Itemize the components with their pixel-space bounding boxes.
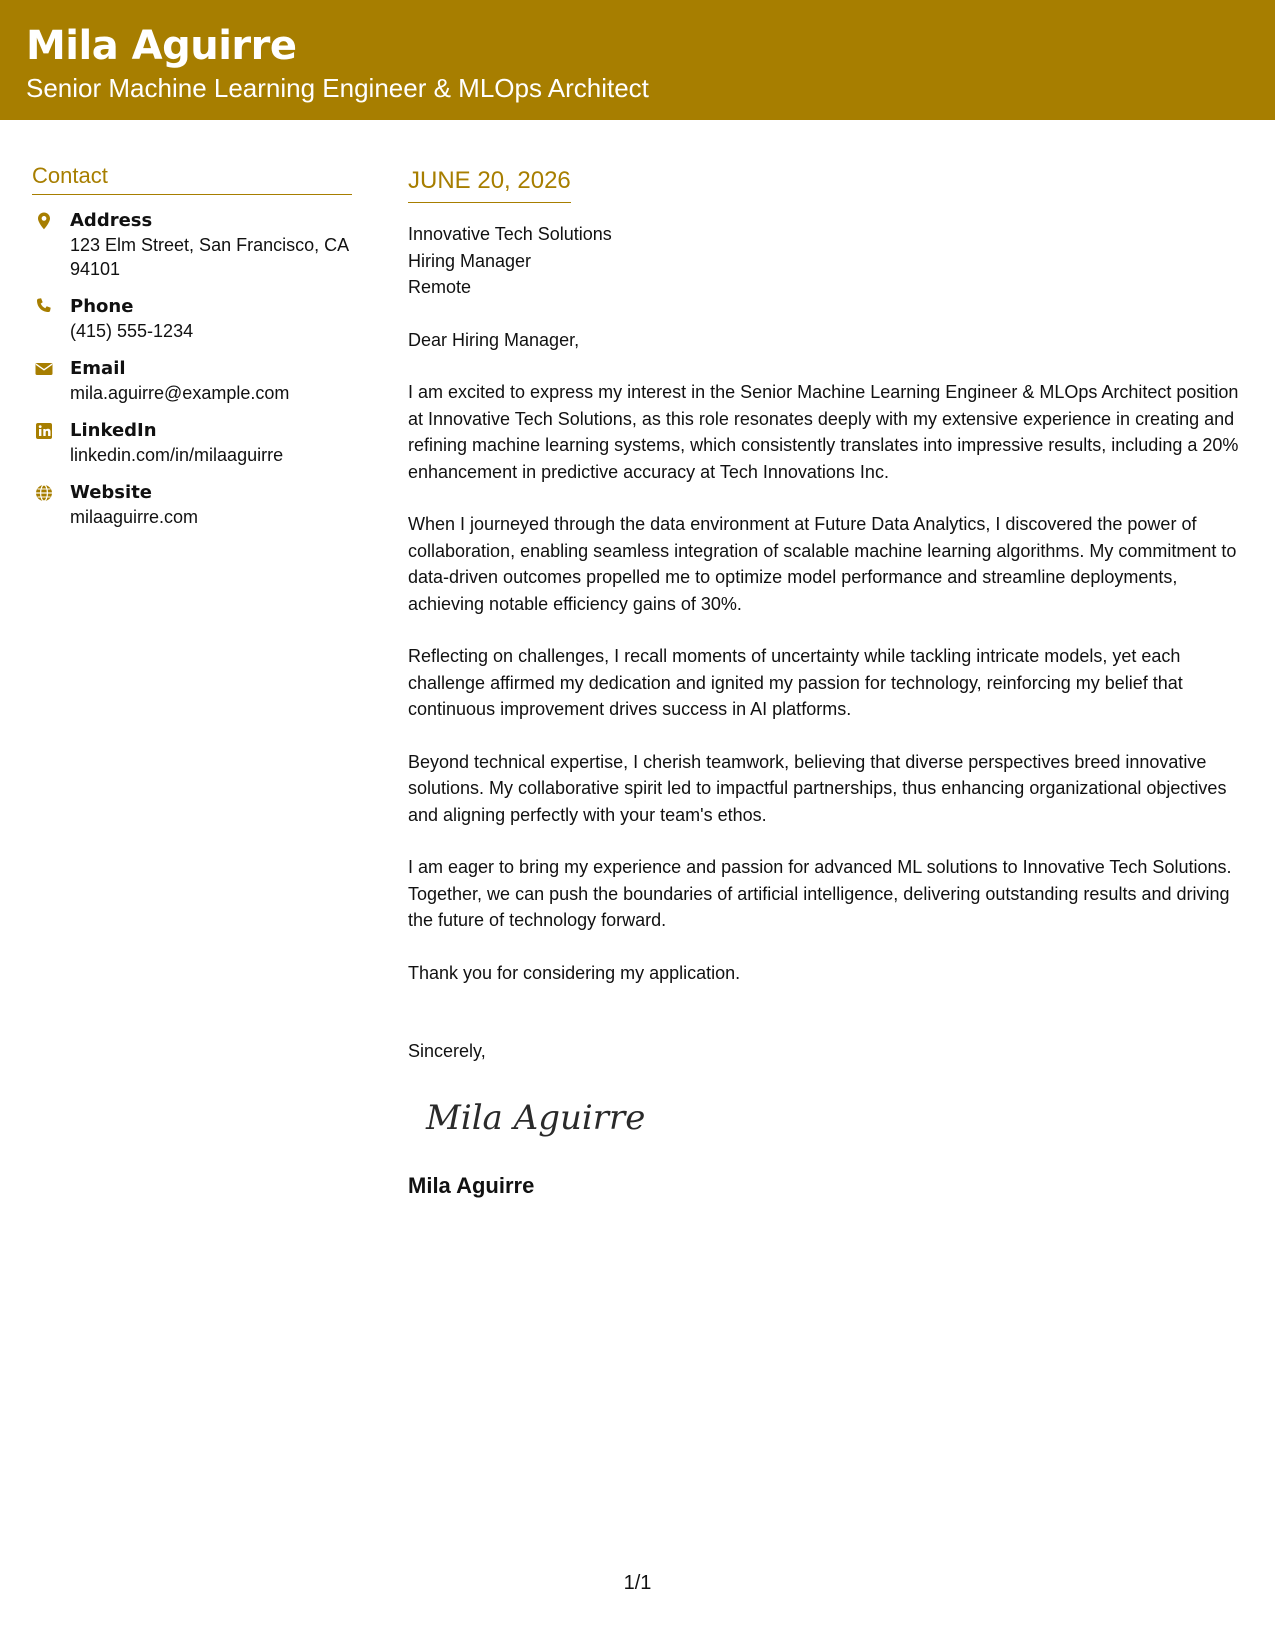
contact-item-linkedin <box>32 419 352 467</box>
signature-text: Mila Aguirre <box>426 1097 646 1138</box>
signed-name: Mila Aguirre <box>408 1172 535 1198</box>
handwritten-signature <box>422 1089 662 1145</box>
linkedin-value: linkedin.com/in/milaaguirre <box>70 445 284 465</box>
letter-paragraph: Beyond technical expertise, I cherish teamwork, believing that diverse perspectives breed innovative solutions. My collaborative spirit led to impactful partnerships, thus enhancing organizational objectives and aligning perfectly with your team's ethos. <box>408 751 1227 825</box>
recipient-location: Remote <box>408 277 472 297</box>
page-number: 1/1 <box>623 1572 652 1594</box>
closing: Sincerely, <box>408 1041 486 1061</box>
globe-icon <box>34 483 54 503</box>
contact-item-address <box>32 209 352 281</box>
contact-section-title: Contact <box>32 162 352 195</box>
contact-item-phone <box>32 295 352 343</box>
map-pin-icon <box>34 211 54 231</box>
header-banner <box>0 0 1275 120</box>
phone-value: (415) 555-1234 <box>70 321 194 341</box>
letter-body <box>408 166 1243 1200</box>
letter-paragraph: When I journeyed through the data environment at Future Data Analytics, I discovered the power of collaboration, enabling seamless integration of scalable machine learning algorithms. My commitment to data-driven outcomes propelled me to optimize model performance and streamline deployments, achieving notable efficiency gains of 30%. <box>408 514 1237 614</box>
contact-item-email <box>32 357 352 405</box>
contact-label: LinkedIn <box>70 420 157 441</box>
salutation: Dear Hiring Manager, <box>408 329 580 350</box>
phone-icon <box>34 297 54 317</box>
letter-date: JUNE 20, 2026 <box>408 166 571 203</box>
website-value: milaaguirre.com <box>70 507 199 527</box>
contact-label: Website <box>70 482 153 503</box>
envelope-icon <box>34 359 54 379</box>
contact-sidebar <box>32 162 352 543</box>
applicant-role: Senior Machine Learning Engineer & MLOps Architect <box>26 73 649 103</box>
letter-paragraph: Thank you for considering my application. <box>408 962 741 983</box>
contact-label: Address <box>70 210 153 231</box>
contact-label: Email <box>70 358 126 379</box>
applicant-name: Mila Aguirre <box>26 23 297 69</box>
linkedin-icon <box>34 421 54 441</box>
contact-item-website <box>32 481 352 529</box>
letter-paragraph: Reflecting on challenges, I recall moments of uncertainty while tackling intricate models, yet each challenge affirmed my dedication and ignited my passion for technology, reinforcing my belief that continuous improvement drives success in AI platforms. <box>408 646 1183 719</box>
recipient-company: Innovative Tech Solutions <box>408 224 612 244</box>
address-value: 123 Elm Street, San Francisco, CA 94101 <box>70 235 349 279</box>
letter-paragraph: I am excited to express my interest in the Senior Machine Learning Engineer & MLOps Architect position at Innovative Tech Solutions, as this role resonates deeply with my extensive experience in creating and refining machine learning systems, which consistently translates into impressive results, including a 20% enhancement in predictive accuracy at Tech Innovations Inc. <box>408 382 1239 482</box>
contact-label: Phone <box>70 296 134 317</box>
recipient-title: Hiring Manager <box>408 250 532 271</box>
letter-paragraph: I am eager to bring my experience and passion for advanced ML solutions to Innovative Tech Solutions. Together, we can push the boundaries of artificial intelligence, delivering outstanding results and driving the future of technology forward. <box>408 857 1232 930</box>
email-value: mila.aguirre@example.com <box>70 383 290 403</box>
recipient-block <box>408 221 1243 301</box>
